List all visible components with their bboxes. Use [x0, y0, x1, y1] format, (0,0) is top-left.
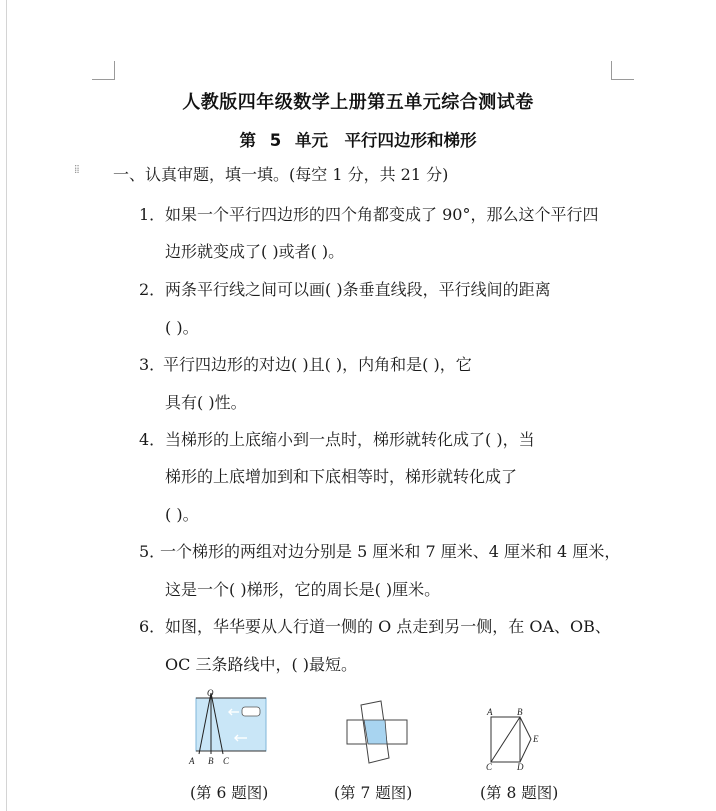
point-a-label: A	[189, 756, 195, 766]
point-c-label: C	[486, 762, 493, 770]
question-1-line-1: 如果一个平行四边形的四个角都变成了 90°，那么这个平行四	[165, 205, 599, 224]
page-corner-mark-right	[611, 61, 634, 80]
triangle-bed	[520, 717, 531, 762]
point-d-label: D	[517, 762, 524, 770]
diagonal-cb	[491, 717, 520, 762]
point-a-label: A	[487, 707, 493, 717]
question-4-line-2: 梯形的上底增加到和下底相等时，梯形就转化成了	[165, 467, 518, 486]
road-area	[196, 698, 266, 751]
figure-7-overlapping-strips	[340, 696, 410, 768]
question-4-number: 4．	[139, 430, 166, 449]
point-c-label: C	[223, 756, 230, 766]
question-5-line-1: 一个梯形的两组对边分别是 5 厘米和 7 厘米、4 厘米和 4 厘米，	[160, 542, 621, 561]
question-1-line-2: 边形就变成了( )或者( )。	[165, 242, 345, 261]
point-o-label: O	[207, 688, 214, 698]
question-1-number: 1．	[139, 205, 166, 224]
document-title: 人教版四年级数学上册第五单元综合测试卷	[182, 92, 534, 113]
page-corner-mark-left	[92, 61, 115, 80]
figure-6-caption: (第 6 题图)	[190, 784, 269, 802]
question-5-line-2: 这是一个( )梯形，它的周长是( )厘米。	[165, 580, 441, 599]
point-e-label: E	[533, 734, 539, 744]
figure-7-caption: (第 7 题图)	[334, 784, 413, 802]
question-3-line-1: 平行四边形的对边( )且( )，内角和是( )，它	[163, 355, 472, 374]
question-4-line-1: 当梯形的上底缩小到一点时，梯形就转化成了( )，当	[165, 430, 535, 449]
figure-8-square-triangle	[482, 704, 542, 770]
figure-6-road-diagram	[185, 688, 275, 768]
overlap-region	[364, 720, 387, 744]
figure-8-caption: (第 8 题图)	[480, 784, 559, 802]
section-heading: 一、认真审题，填一填。(每空 1 分，共 21 分)	[113, 165, 449, 184]
car-icon	[242, 707, 260, 716]
question-3-number: 3．	[139, 355, 166, 374]
question-3-line-2: 具有( )性。	[165, 393, 247, 412]
point-b-label: B	[517, 707, 523, 717]
question-4-line-3: ( )。	[165, 505, 199, 524]
unit-subtitle: 第 5 单元 平行四边形和梯形	[239, 131, 477, 150]
question-5-number: 5．	[139, 542, 166, 561]
question-6-line-2: OC 三条路线中，( )最短。	[165, 655, 358, 674]
question-2-number: 2．	[139, 280, 166, 299]
point-b-label: B	[208, 756, 214, 766]
page-left-border	[6, 0, 7, 811]
question-6-line-1: 如图，华华要从人行道一侧的 O 点走到另一侧，在 OA、OB、	[165, 617, 611, 636]
question-2-line-1: 两条平行线之间可以画( )条垂直线段，平行线间的距离	[165, 280, 551, 299]
question-2-line-2: ( )。	[165, 318, 199, 337]
question-6-number: 6．	[139, 617, 166, 636]
drag-handle-icon[interactable]: ⁞⁞	[74, 162, 79, 176]
